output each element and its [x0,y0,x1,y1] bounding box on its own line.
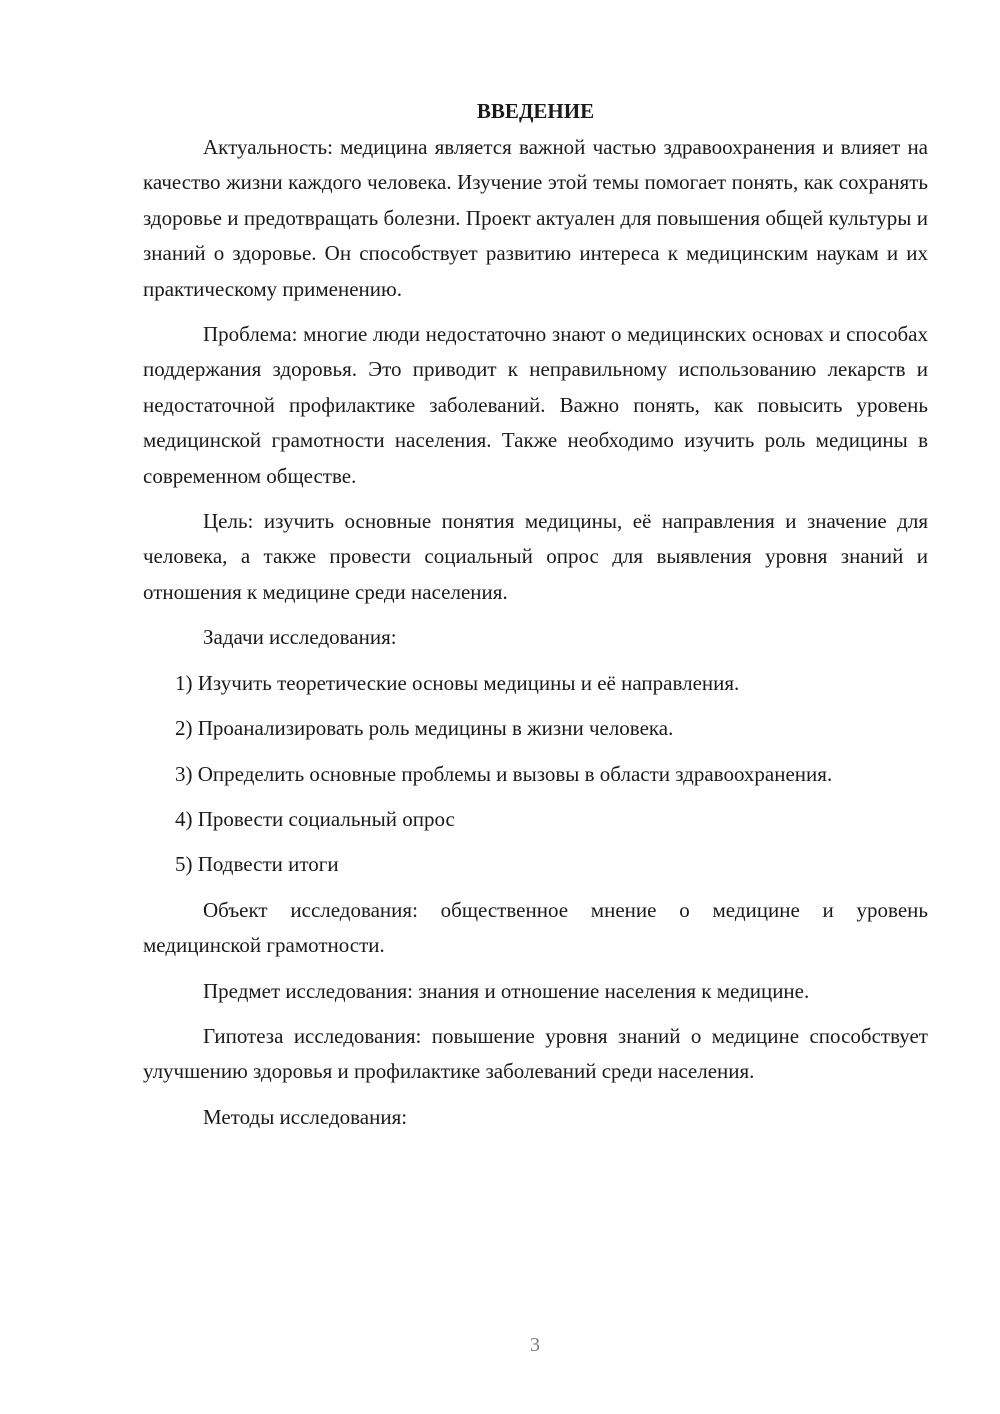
page-title: ВВЕДЕНИЕ [476,99,595,123]
task-item: 5) Подвести итоги [175,852,339,877]
paragraph-goal: Цель: изучить основные понятия медицины, её направления и значение для человека, а также провести социальный опрос для выявления уровня знаний и отношения к медицине среди населения. [143,509,928,604]
paragraph-relevance: Актуальность: медицина является важной частью здравоохранения и влияет на качество жизни каждого человека. Изучение этой темы помогает понять, как сохранять здоровье и предотвращать болезни. Проект актуален для повышения общей культуры и знаний о здоровье. Он способствует развитию интереса к медицинским наукам и их практическому применению. [143,135,928,301]
paragraph-hypothesis: Гипотеза исследования: повышение уровня знаний о медицине способствует улучшению здоровья и профилактике заболеваний среди населения. [143,1023,928,1084]
task-item: 1) Изучить теоретические основы медицины и её направления. [175,670,740,695]
paragraph-methods: Методы исследования: [203,1104,408,1129]
paragraph-subject: Предмет исследования: знания и отношение населения к медицине. [203,978,810,1003]
task-item: 3) Определить основные проблемы и вызовы в области здравоохранения. [175,761,833,786]
document-page [143,96,928,1145]
paragraph-object: Объект исследования: общественное мнение о медицине и уровень медицинской грамотности. [143,897,928,958]
task-item: 2) Проанализировать роль медицины в жизни человека. [175,716,674,741]
paragraph-problem: Проблема: многие люди недостаточно знают о медицинских основах и способах поддержания здоровья. Это приводит к неправильному использованию лекарств и недостаточной профилактике заболеваний. Важно понять, как повысить уровень медицинской грамотности населения. Также необходимо изучить роль медицины в современном обществе. [143,322,928,488]
page-number: 3 [530,1334,540,1356]
paragraph-tasks-heading: Задачи исследования: [203,625,397,650]
task-item: 4) Провести социальный опрос [175,806,455,831]
